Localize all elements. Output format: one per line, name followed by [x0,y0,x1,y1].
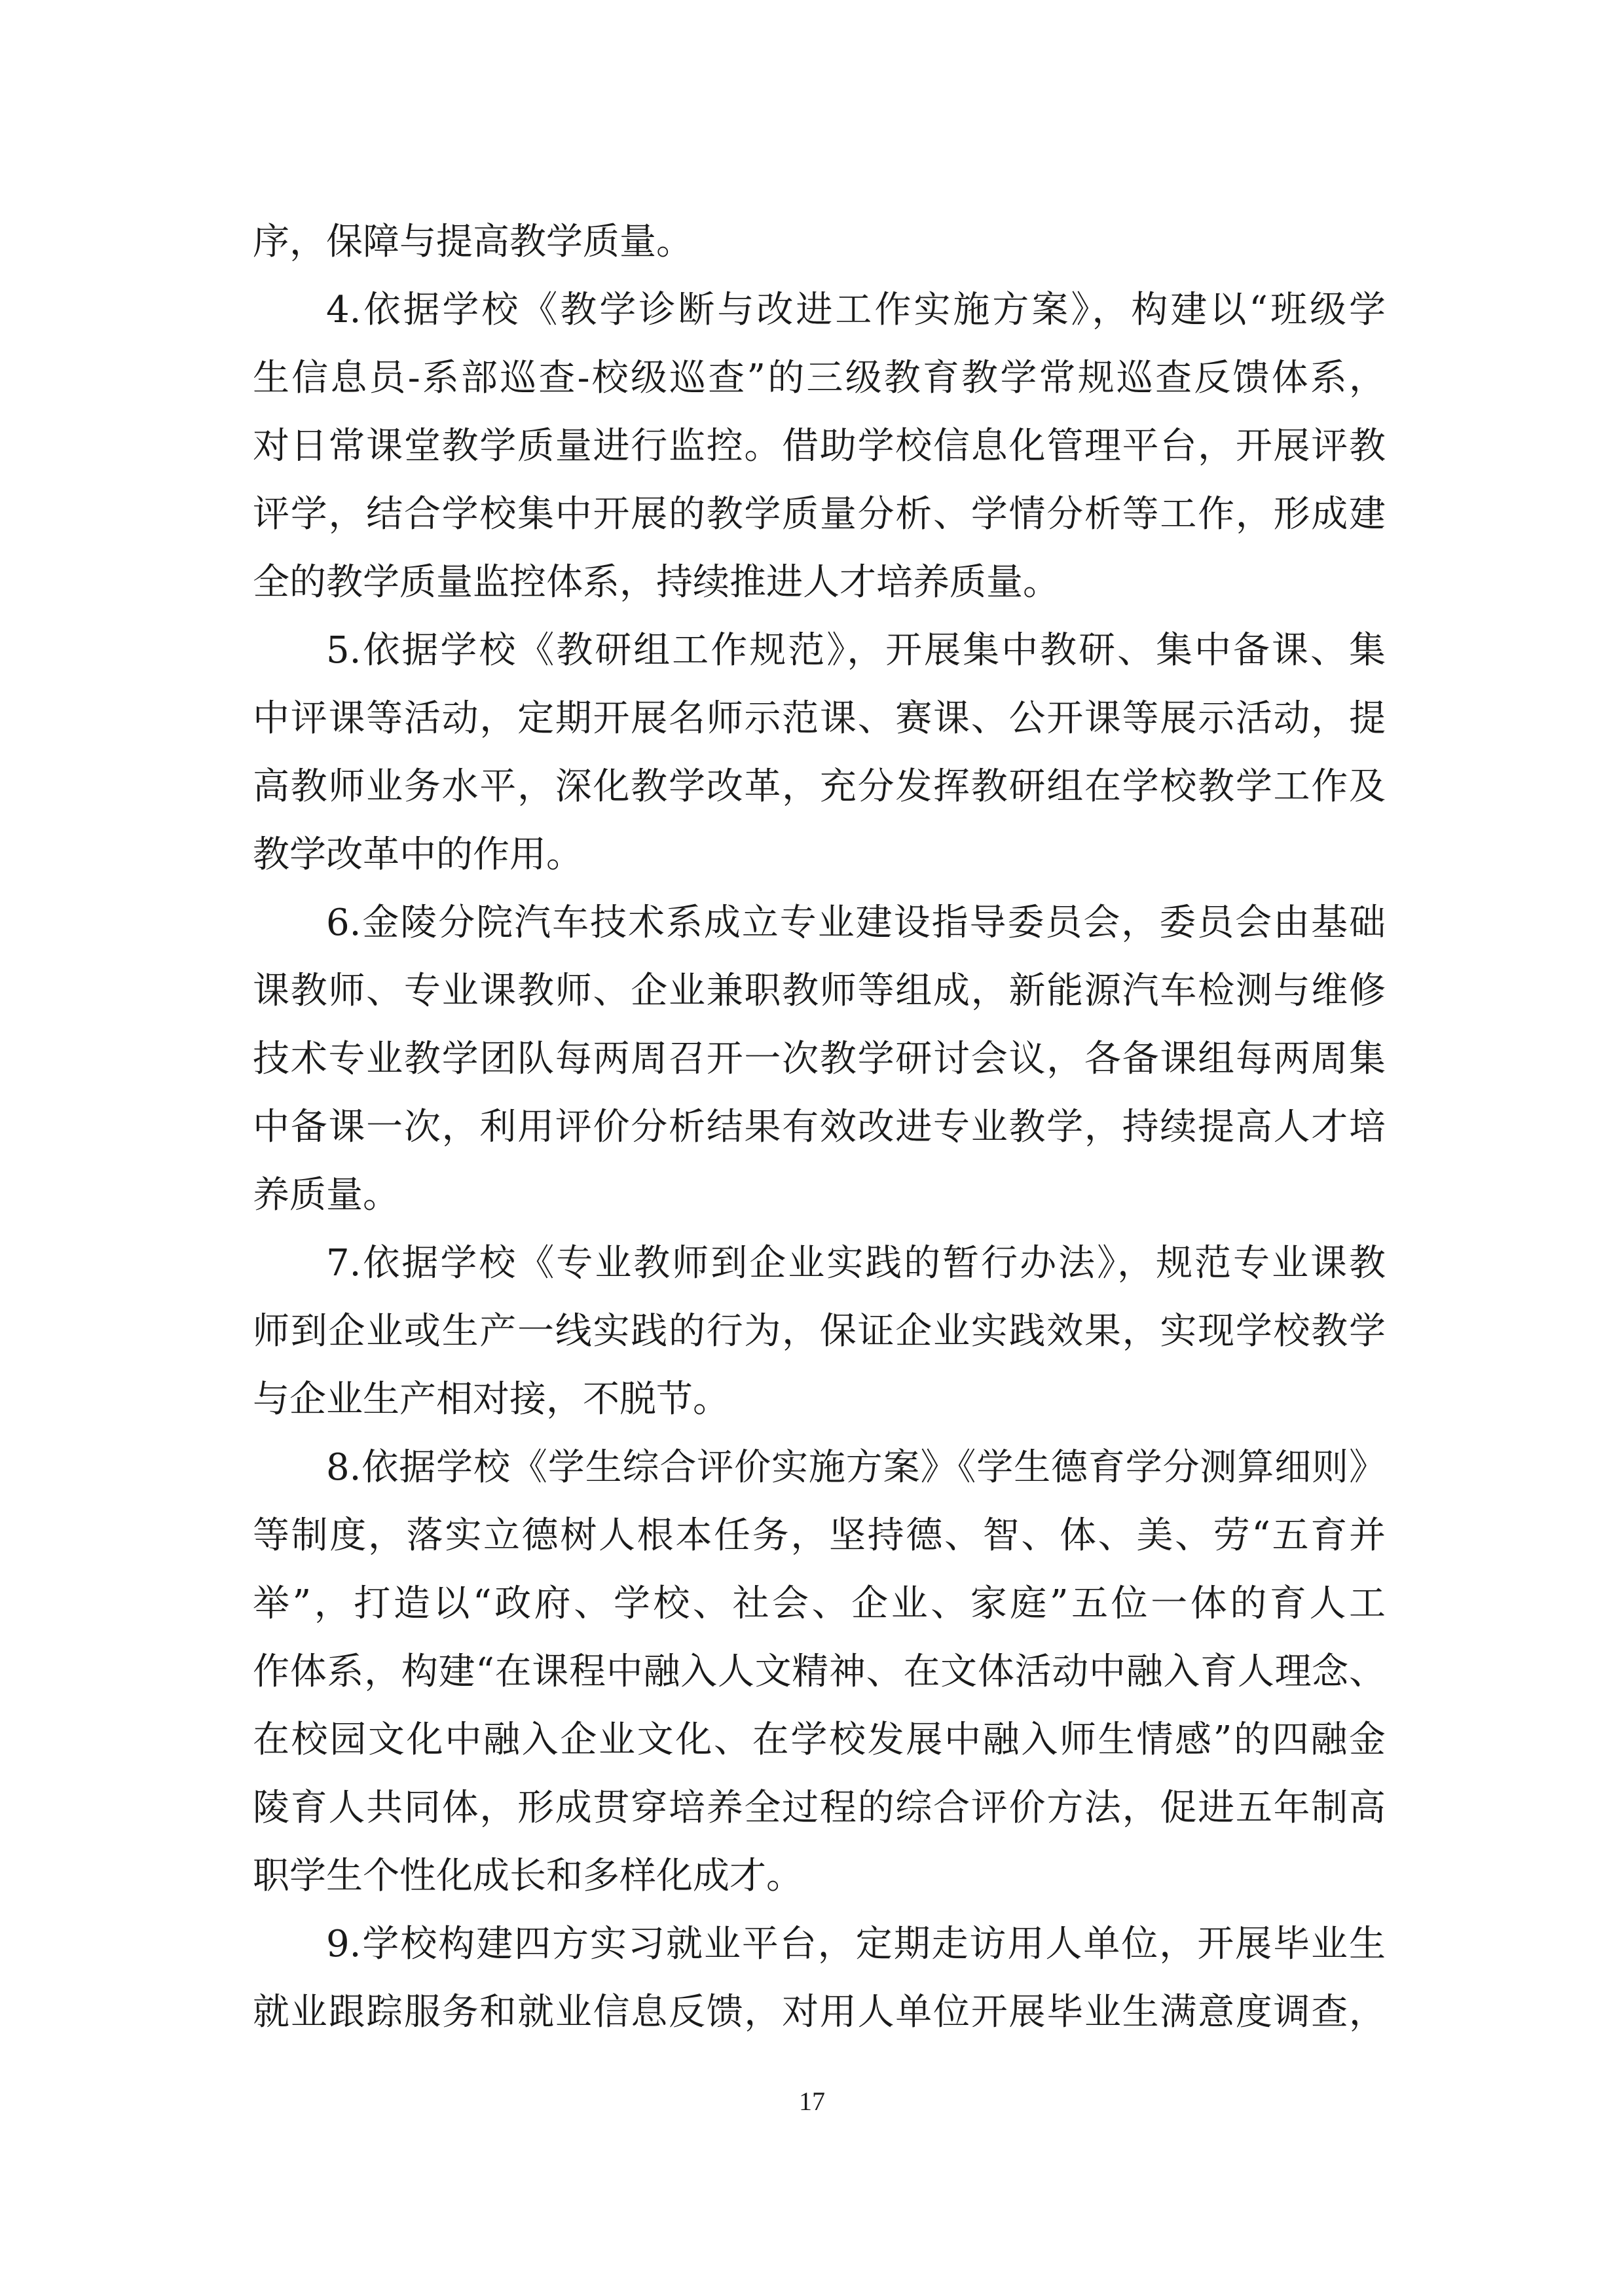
text-line: 职学生个性化成长和多样化成才。 [253,1855,803,1897]
text-line: 课教师、专业课教师、企业兼职教师等组成，新能源汽车检测与维修 [253,970,1386,1012]
text-line: 技术专业教学团队每两周召开一次教学研讨会议，各备课组每两周集 [253,1038,1386,1080]
text-line: 对日常课堂教学质量进行监控。借助学校信息化管理平台，开展评教 [253,425,1386,467]
text-line: 养质量。 [253,1174,399,1216]
text-line: 序，保障与提高教学质量。 [253,221,693,263]
text-line: 就业跟踪服务和就业信息反馈，对用人单位开展毕业生满意度调查， [253,1991,1386,2033]
text-line: 7.依据学校《专业教师到企业实践的暂行办法》，规范专业课教 [326,1242,1386,1285]
text-line: 6.金陵分院汽车技术系成立专业建设指导委员会，委员会由基础 [326,902,1386,944]
text-line: 教学改革中的作用。 [253,833,583,876]
text-line: 陵育人共同体，形成贯穿培养全过程的综合评价方法，促进五年制高 [253,1787,1386,1829]
text-line: 中备课一次，利用评价分析结果有效改进专业教学，持续提高人才培 [253,1106,1386,1148]
text-line: 4.依据学校《教学诊断与改进工作实施方案》，构建以“班级学 [326,289,1386,331]
text-line: 举”，打造以“政府、学校、社会、企业、家庭”五位一体的育人工 [253,1582,1386,1625]
text-line: 生信息员-系部巡查-校级巡查”的三级教育教学常规巡查反馈体系， [253,357,1386,399]
text-line: 中评课等活动，定期开展名师示范课、赛课、公开课等展示活动，提 [253,697,1386,740]
text-line: 师到企业或生产一线实践的行为，保证企业实践效果，实现学校教学 [253,1310,1386,1353]
text-line: 8.依据学校《学生综合评价实施方案》《学生德育学分测算细则》 [326,1446,1386,1489]
text-line: 与企业生产相对接，不脱节。 [253,1378,729,1421]
text-line: 等制度，落实立德树人根本任务，坚持德、智、体、美、劳“五育并 [253,1514,1386,1557]
text-line: 作体系，构建“在课程中融入人文精神、在文体活动中融入育人理念、 [253,1650,1386,1693]
text-line: 评学，结合学校集中开展的教学质量分析、学情分析等工作，形成建 [253,493,1386,536]
page-number: 17 [799,2086,825,2116]
text-line: 5.依据学校《教研组工作规范》，开展集中教研、集中备课、集 [326,629,1386,672]
body-text [253,208,1386,2047]
text-line: 高教师业务水平，深化教学改革，充分发挥教研组在学校教学工作及 [253,765,1386,808]
text-line: 在校园文化中融入企业文化、在学校发展中融入师生情感”的四融金 [253,1719,1386,1761]
text-line: 全的教学质量监控体系，持续推进人才培养质量。 [253,561,1060,604]
text-line: 9.学校构建四方实习就业平台，定期走访用人单位，开展毕业生 [326,1923,1386,1965]
